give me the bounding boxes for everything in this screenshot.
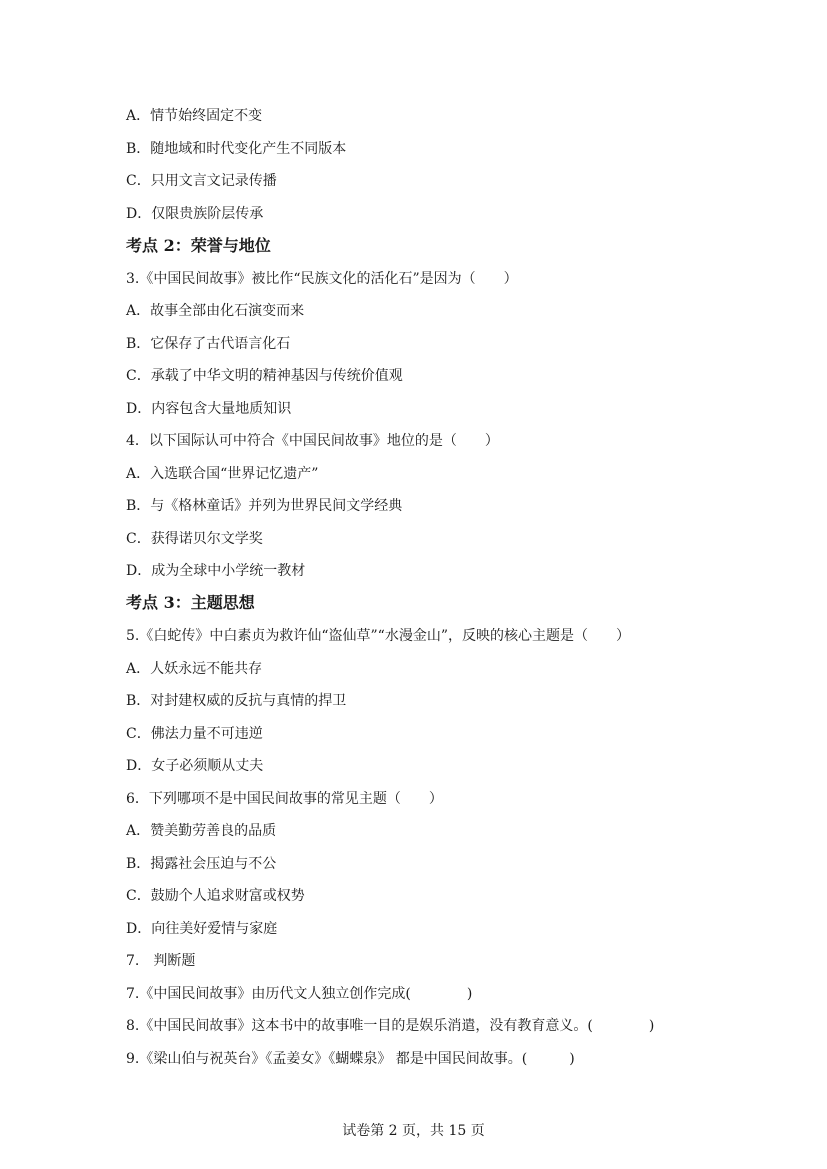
option-a: A．故事全部由化石演变而来 xyxy=(126,303,305,319)
option-b: B．随地域和时代变化产生不同版本 xyxy=(126,141,347,157)
option-b: B．与《格林童话》并列为世界民间文学经典 xyxy=(126,498,403,514)
option-c: C．获得诺贝尔文学奖 xyxy=(126,531,263,547)
option-a: A．入选联合国“世界记忆遗产” xyxy=(126,466,319,482)
option-d: D．仅限贵族阶层传承 xyxy=(126,206,264,222)
option-d: D．成为全球中小学统一教材 xyxy=(126,563,306,579)
question-stem: 3.《中国民间故事》被比作“民族文化的活化石”是因为（ ） xyxy=(126,271,518,287)
option-b: B．它保存了古代语言化石 xyxy=(126,336,291,352)
option-a: A．人妖永远不能共存 xyxy=(126,661,263,677)
option-c: C．承载了中华文明的精神基因与传统价值观 xyxy=(126,368,403,384)
judge-question: 9.《梁山伯与祝英台》《孟姜女》《蝴蝶泉》 都是中国民间故事。( ) xyxy=(126,1051,575,1067)
section-heading: 考点 2：荣誉与地位 xyxy=(126,236,271,255)
judge-question: 7.《中国民间故事》由历代文人独立创作完成( ) xyxy=(126,986,473,1002)
question-stem: 6．下列哪项不是中国民间故事的常见主题（ ） xyxy=(126,791,443,807)
page-footer: 试卷第 2 页，共 15 页 xyxy=(342,1123,485,1139)
option-c: C．佛法力量不可违逆 xyxy=(126,726,263,742)
option-d: D．女子必须顺从丈夫 xyxy=(126,758,264,774)
question-stem: 4．以下国际认可中符合《中国民间故事》地位的是（ ） xyxy=(126,433,499,449)
option-d: D．向往美好爱情与家庭 xyxy=(126,921,278,937)
option-c: C．鼓励个人追求财富或权势 xyxy=(126,888,305,904)
judge-question: 8.《中国民间故事》这本书中的故事唯一目的是娱乐消遣，没有教育意义。( ) xyxy=(126,1018,655,1034)
option-b: B．揭露社会压迫与不公 xyxy=(126,856,277,872)
question-stem: 5.《白蛇传》中白素贞为救许仙“盗仙草”“水漫金山”，反映的核心主题是（ ） xyxy=(126,628,630,644)
option-a: A．赞美勤劳善良的品质 xyxy=(126,823,277,839)
option-c: C．只用文言文记录传播 xyxy=(126,173,277,189)
option-b: B．对封建权威的反抗与真情的捍卫 xyxy=(126,693,347,709)
option-a: A．情节始终固定不变 xyxy=(126,108,263,124)
option-d: D．内容包含大量地质知识 xyxy=(126,401,292,417)
section-heading: 考点 3：主题思想 xyxy=(126,593,255,612)
judge-section-title: 7. 判断题 xyxy=(126,953,196,969)
